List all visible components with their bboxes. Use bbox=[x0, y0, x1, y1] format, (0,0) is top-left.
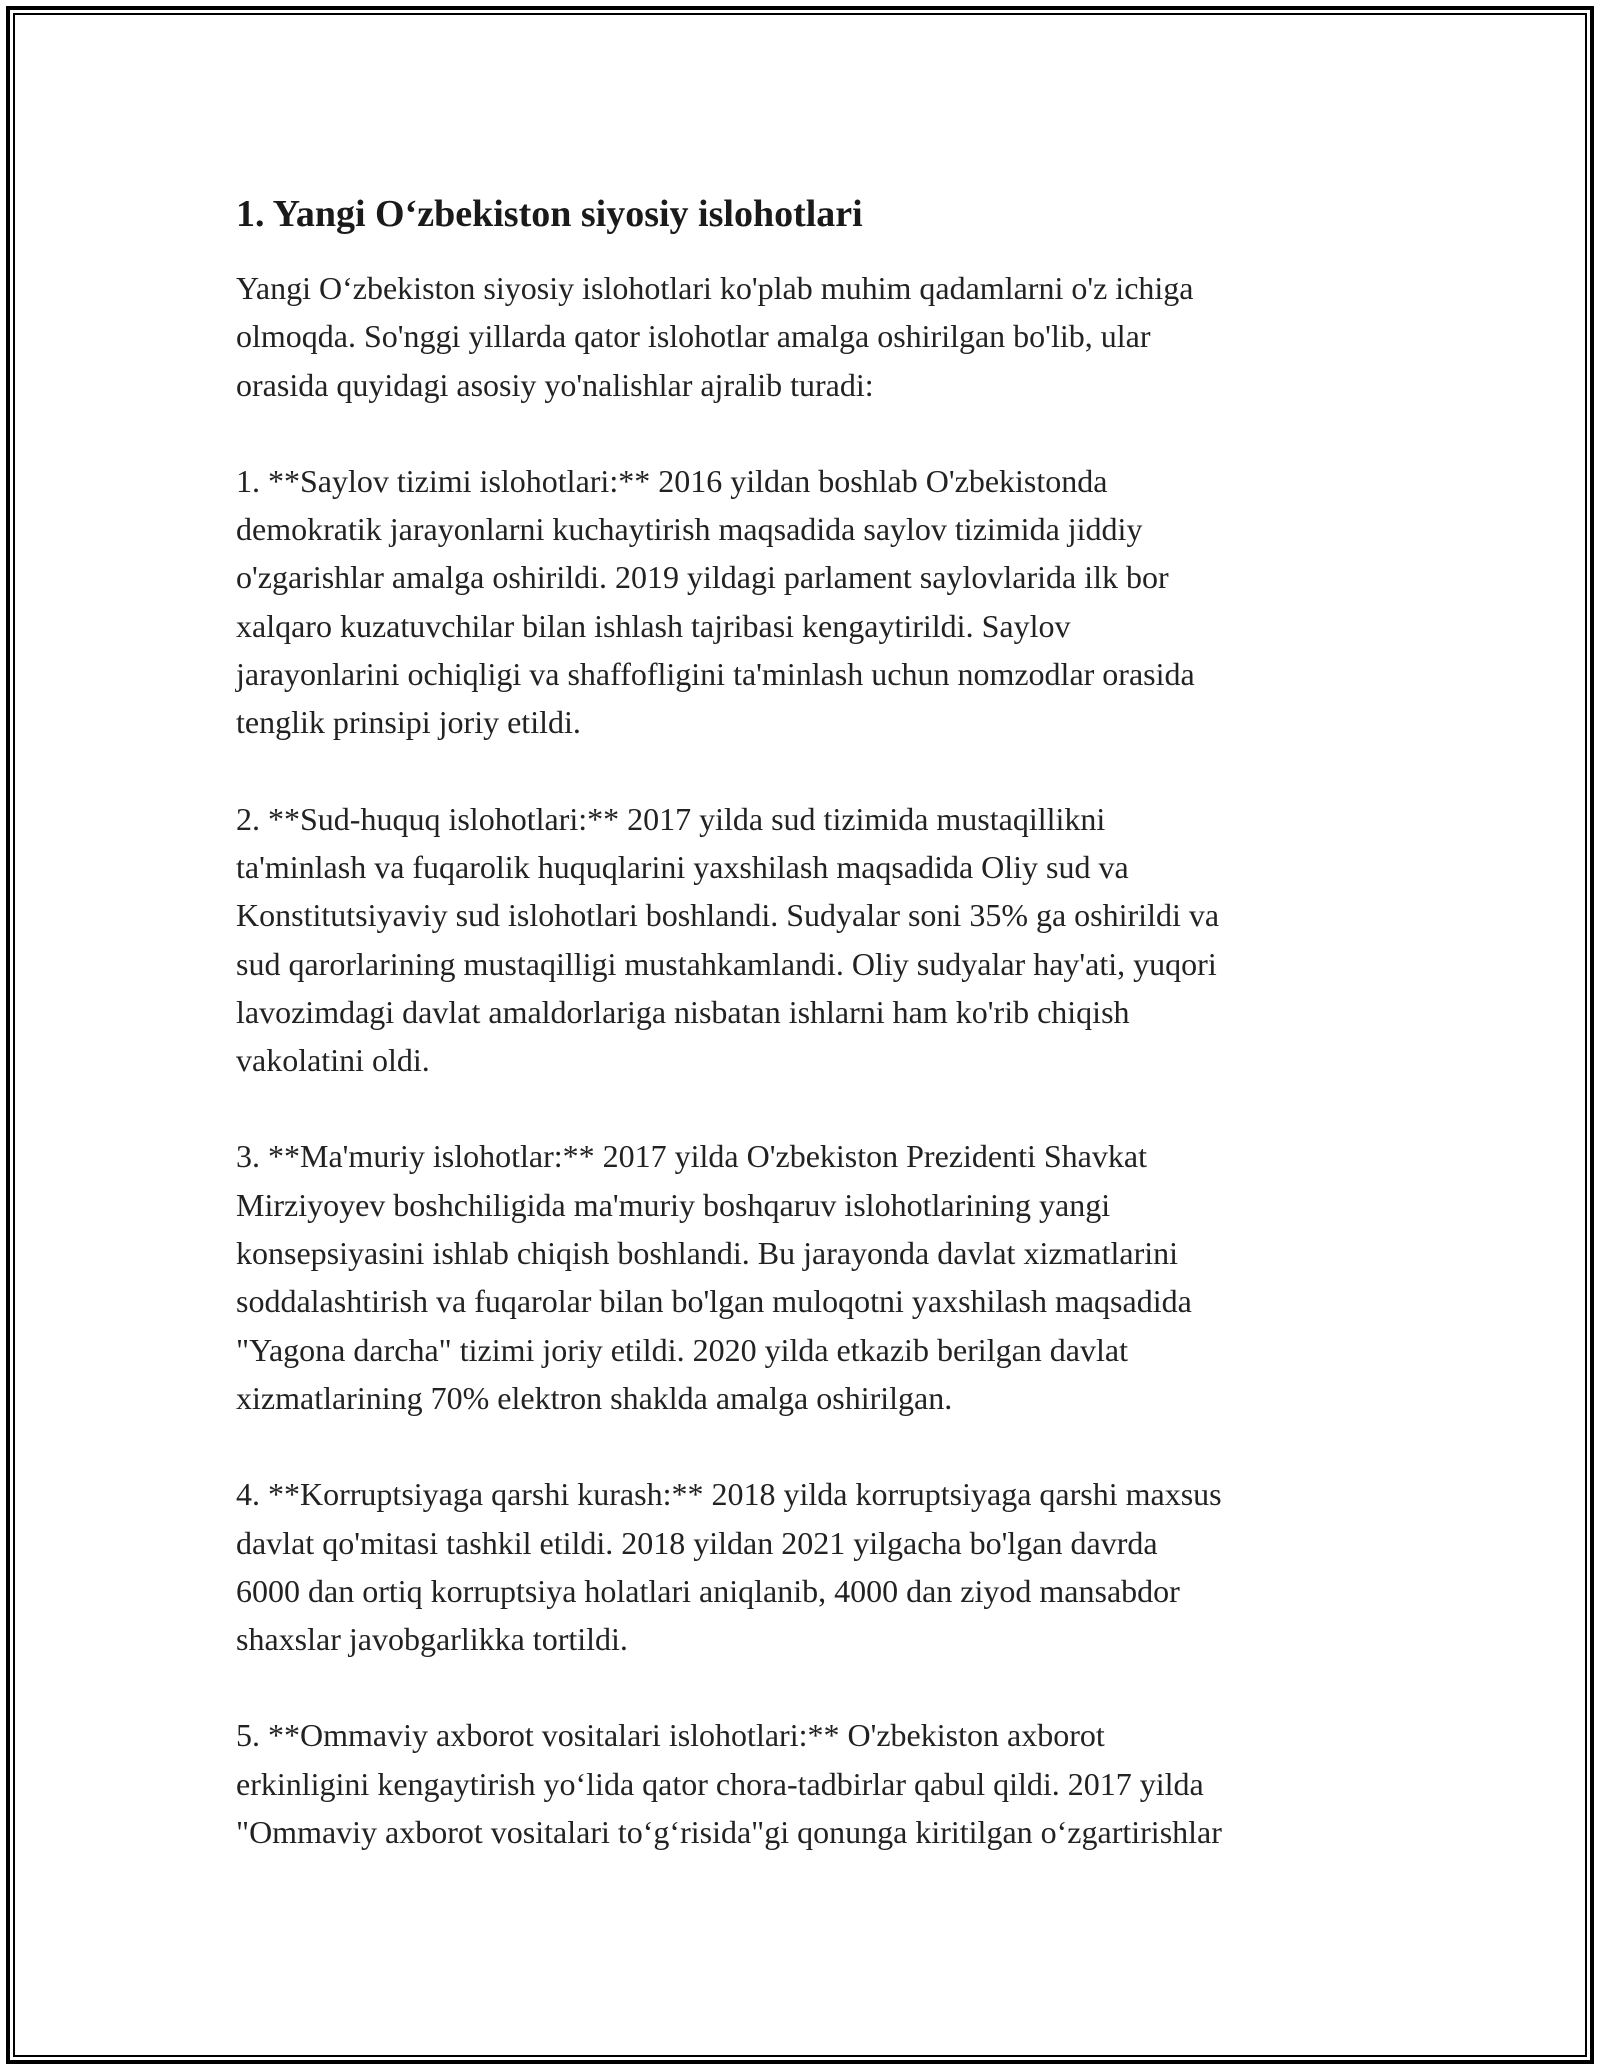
text-line: "Ommaviy axborot vositalari to‘g‘risida"gi qonunga kiritilgan o‘zgartirishlar bbox=[236, 1814, 1222, 1851]
section-saylov-tizimi bbox=[236, 457, 1396, 747]
document-body bbox=[236, 188, 1396, 1904]
text-line: orasida quyidagi asosiy yo'nalishlar ajralib turadi: bbox=[236, 366, 874, 403]
text-line: Yangi O‘zbekiston siyosiy islohotlari ko'plab muhim qadamlarni o'z ichiga bbox=[236, 270, 1194, 306]
text-line: 3. **Ma'muriy islohotlar:** 2017 yilda O'zbekiston Prezidenti Shavkat bbox=[236, 1138, 1147, 1175]
text-line: sud qarorlarining mustaqilligi mustahkamlandi. Oliy sudyalar hay'ati, yuqori bbox=[236, 945, 1217, 982]
text-line: tenglik prinsipi joriy etildi. bbox=[236, 704, 581, 741]
intro-paragraph bbox=[236, 264, 1396, 409]
text-line: xizmatlarining 70% elektron shaklda amalga oshirilgan. bbox=[236, 1379, 953, 1416]
document-title: 1. Yangi O‘zbekiston siyosiy islohotlari bbox=[236, 193, 863, 235]
text-line: Konstitutsiyaviy sud islohotlari boshlandi. Sudyalar soni 35% ga oshirildi va bbox=[236, 897, 1220, 934]
text-line: Mirziyoyev boshchiligida ma'muriy boshqaruv islohotlarining yangi bbox=[236, 1186, 1111, 1223]
text-line: shaxslar javobgarlikka tortildi. bbox=[236, 1621, 628, 1658]
text-line: 6000 dan ortiq korruptsiya holatlari aniqlanib, 4000 dan ziyod mansabdor bbox=[236, 1572, 1180, 1609]
text-line: jarayonlarini ochiqligi va shaffofligini ta'minlash uchun nomzodlar orasida bbox=[236, 656, 1195, 693]
text-line: davlat qo'mitasi tashkil etildi. 2018 yildan 2021 yilgacha bo'lgan davrda bbox=[236, 1524, 1158, 1561]
section-sud-huquq bbox=[236, 795, 1396, 1085]
text-line: xalqaro kuzatuvchilar bilan ishlash tajribasi kengaytirildi. Saylov bbox=[236, 607, 1071, 644]
text-line: konsepsiyasini ishlab chiqish boshlandi. Bu jarayonda davlat xizmatlarini bbox=[236, 1235, 1179, 1272]
text-line: 2. **Sud-huquq islohotlari:** 2017 yilda sud tizimida mustaqillikni bbox=[236, 800, 1106, 837]
text-line: lavozimdagi davlat amaldorlariga nisbatan ishlarni ham ko'rib chiqish bbox=[236, 993, 1130, 1030]
text-line: olmoqda. So'nggi yillarda qator islohotlar amalga oshirilgan bo'lib, ular bbox=[236, 318, 1151, 355]
text-line: 4. **Korruptsiyaga qarshi kurash:** 2018 yilda korruptsiyaga qarshi maxsus bbox=[236, 1476, 1222, 1513]
text-line: 1. **Saylov tizimi islohotlari:** 2016 yildan boshlab O'zbekistonda bbox=[236, 462, 1108, 499]
text-line: ta'minlash va fuqarolik huquqlarini yaxshilash maqsadida Oliy sud va bbox=[236, 848, 1129, 885]
text-line: 5. **Ommaviy axborot vositalari islohotlari:** O'zbekiston axborot bbox=[236, 1717, 1105, 1754]
text-line: o'zgarishlar amalga oshirildi. 2019 yildagi parlament saylovlarida ilk bor bbox=[236, 559, 1169, 596]
text-line: "Yagona darcha" tizimi joriy etildi. 2020 yilda etkazib berilgan davlat bbox=[236, 1331, 1128, 1368]
text-line: demokratik jarayonlarni kuchaytirish maqsadida saylov tizimida jiddiy bbox=[236, 511, 1143, 548]
section-korruptsiya bbox=[236, 1470, 1396, 1663]
section-ommaviy-axborot bbox=[236, 1711, 1396, 1856]
text-line: vakolatini oldi. bbox=[236, 1042, 430, 1079]
section-mamuriy bbox=[236, 1132, 1396, 1422]
text-line: erkinligini kengaytirish yo‘lida qator chora-tadbirlar qabul qildi. 2017 yilda bbox=[236, 1765, 1204, 1802]
text-line: soddalashtirish va fuqarolar bilan bo'lgan muloqotni yaxshilash maqsadida bbox=[236, 1283, 1192, 1320]
